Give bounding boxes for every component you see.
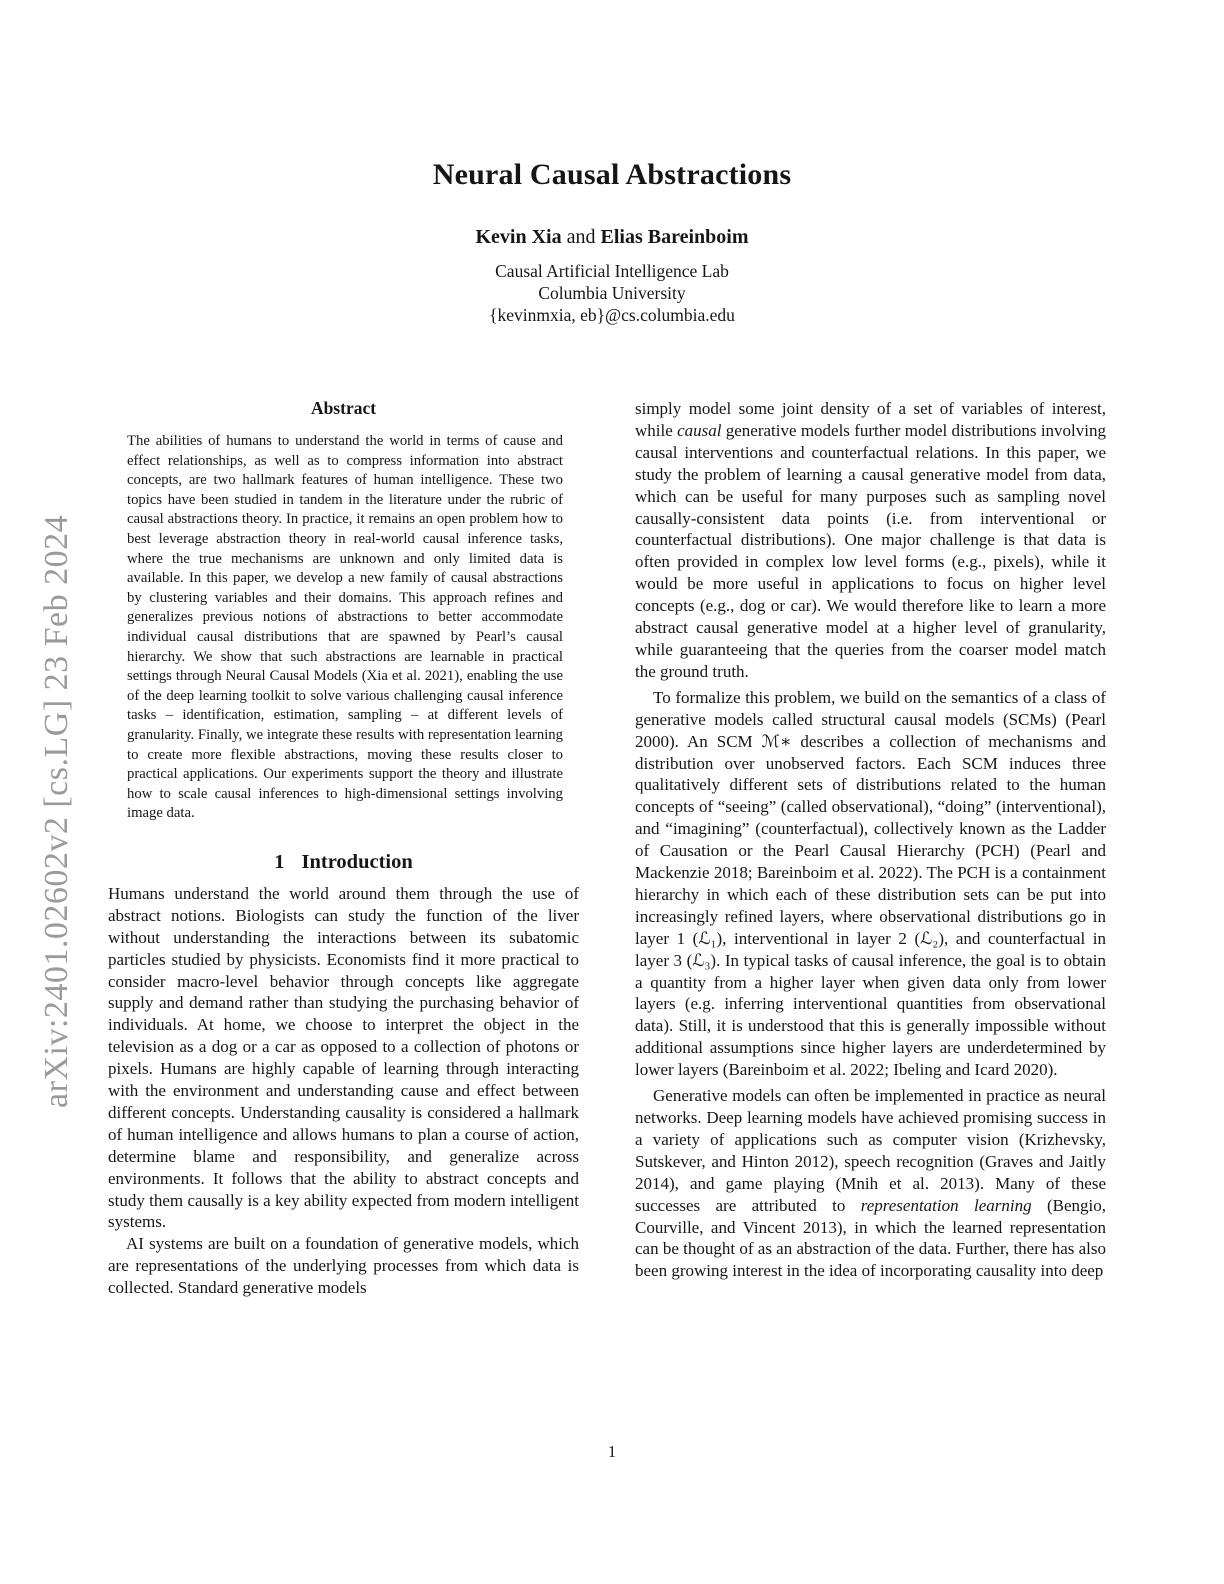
page-number: 1 <box>607 1442 617 1461</box>
section-number: 1 <box>274 850 285 873</box>
intro-paragraph-2: AI systems are built on a foundation of generative models, which are representations of the underlying processes from which data is collected. Standard generative models <box>108 1234 579 1298</box>
intro-paragraph-2-continuation <box>635 398 1106 683</box>
section-title: Introduction <box>301 850 413 873</box>
paper-header <box>0 0 1224 326</box>
italic-term-causal: causal <box>677 420 722 440</box>
affiliation-email: {kevinmxia, eb}@cs.columbia.edu <box>489 305 735 325</box>
generative-models-paragraph <box>635 1085 1106 1282</box>
two-column-body <box>108 398 1106 1299</box>
left-column <box>108 398 579 1299</box>
author-kevin-xia: Kevin Xia <box>475 226 562 248</box>
section-heading-introduction <box>108 851 579 874</box>
affiliation-university: Columbia University <box>538 283 686 303</box>
formalize-paragraph: To formalize this problem, we build on the semantics of a class of generative models called structural causal models (SCMs) (Pearl 2000). An SCM ℳ∗ describes a collection of mechanisms and distribution over unobserved factors. Each SCM induces three qualitatively different sets of distributions related to the human concepts of “seeing” (called observational), “doing” (interventional), and “imagining” (counterfactual), collectively known as the Ladder of Causation or the Pearl Causal Hierarchy (PCH) (Pearl and Mackenzie 2018; Bareinboim et al. 2022). The PCH is a containment hierarchy in which each of these distribution sets can be put into increasingly refined layers, where observational distributions go in layer 1 (ℒ₁), interventional in layer 2 (ℒ₂), and counterfactual in layer 3 (ℒ₃). In typical tasks of causal inference, the goal is to obtain a quantity from a higher layer when given data only from lower layers (e.g. inferring interventional quantities from observational data). Still, it is understood that this is generally impossible without additional assumptions since higher layers are underdetermined by lower layers (Bareinboim et al. 2022; Ibeling and Icard 2020). <box>635 687 1106 1080</box>
abstract-text: The abilities of humans to understand the world in terms of cause and effect relationships, as well as to compress information into abstract concepts, are two hallmark features of human intelligence. These two topics have been studied in tandem in the literature under the rubric of causal abstractions theory. In practice, it remains an open problem how to best leverage abstraction theory in real-world causal inference tasks, where the true mechanisms are unknown and only limited data is available. In this paper, we develop a new family of causal abstractions by clustering variables and their domains. This approach refines and generalizes previous notions of abstractions to better accommodate individual causal distributions that are spawned by Pearl’s causal hierarchy. We show that such abstractions are learnable in practical settings through Neural Causal Models (Xia et al. 2021), enabling the use of the deep learning toolkit to solve various challenging causal inference tasks – identification, estimation, sampling – at different levels of granularity. Finally, we integrate these results with representation learning to create more flexible abstractions, moving these results closer to practical applications. Our experiments support the theory and illustrate how to scale causal inferences to high-dimensional settings involving image data. <box>127 433 563 822</box>
affiliation-lab: Causal Artificial Intelligence Lab <box>495 261 729 281</box>
intro-paragraph-1: Humans understand the world around them through the use of abstract notions. Biologists can study the function of the liver without understanding the interactions between its subatomic particles studied by physicists. Economists find it more practical to consider macro-level behavior through concepts like aggregate supply and demand rather than studying the purchasing behavior of individuals. At home, we choose to interpret the object in the television as a dog or a car as opposed to a collection of photons or pixels. Humans are highly capable of learning through interacting with the environment and understanding cause and effect between different concepts. Understanding causality is considered a hallmark of human intelligence and allows humans to plan a course of action, determine blame and responsibility, and generalize across environments. It follows that the ability to abstract concepts and study them causally is a key ability expected from modern intelligent systems. <box>108 883 579 1232</box>
right-column <box>635 398 1106 1282</box>
page-title: Neural Causal Abstractions <box>432 158 792 191</box>
paragraph-text: Generative models can often be implemented in practice as neural networks. Deep learning models have achieved promising success in a variety of applications such as computer vision (Krizhevsky, Sutskever, and Hinton 2012), speech recognition (Graves and Jaitly 2014), and game playing (Mnih et al. 2013). Many of these successes are attributed to <box>635 1086 1106 1215</box>
affiliation-block <box>0 260 1224 326</box>
abstract-heading: Abstract <box>310 398 377 418</box>
authors-separator: and <box>561 226 601 248</box>
paragraph-text: simply model some joint density of a set of variables of interest, while <box>635 399 1106 440</box>
author-elias-bareinboim: Elias Bareinboim <box>600 226 749 248</box>
arxiv-watermark: arXiv:2401.02602v2 [cs.LG] 23 Feb 2024 <box>38 514 75 1108</box>
paragraph-text: generative models further model distributions involving causal interventions and counterfactual relations. In this paper, we study the problem of learning a causal generative model from data, which can be useful for many purposes such as sampling novel causally-consistent data points (i.e. from interventional or counterfactual distributions). One major challenge is that data is often provided in complex low level forms (e.g., pixels), while it would be more useful in applications to focus on higher level concepts (e.g., dog or car). We would therefore like to learn a more abstract causal generative model at a higher level of granularity, while guaranteeing that the queries from the coarser model match the ground truth. <box>635 420 1106 681</box>
authors-line <box>0 226 1224 249</box>
paragraph-text: (Bengio, Courville, and Vincent 2013), in which the learned representation can be thought of as an abstraction of the data. Further, there has also been growing interest in the idea of incorporating causality into deep <box>635 1195 1106 1281</box>
italic-term-representation-learning: representation learning <box>860 1195 1032 1215</box>
